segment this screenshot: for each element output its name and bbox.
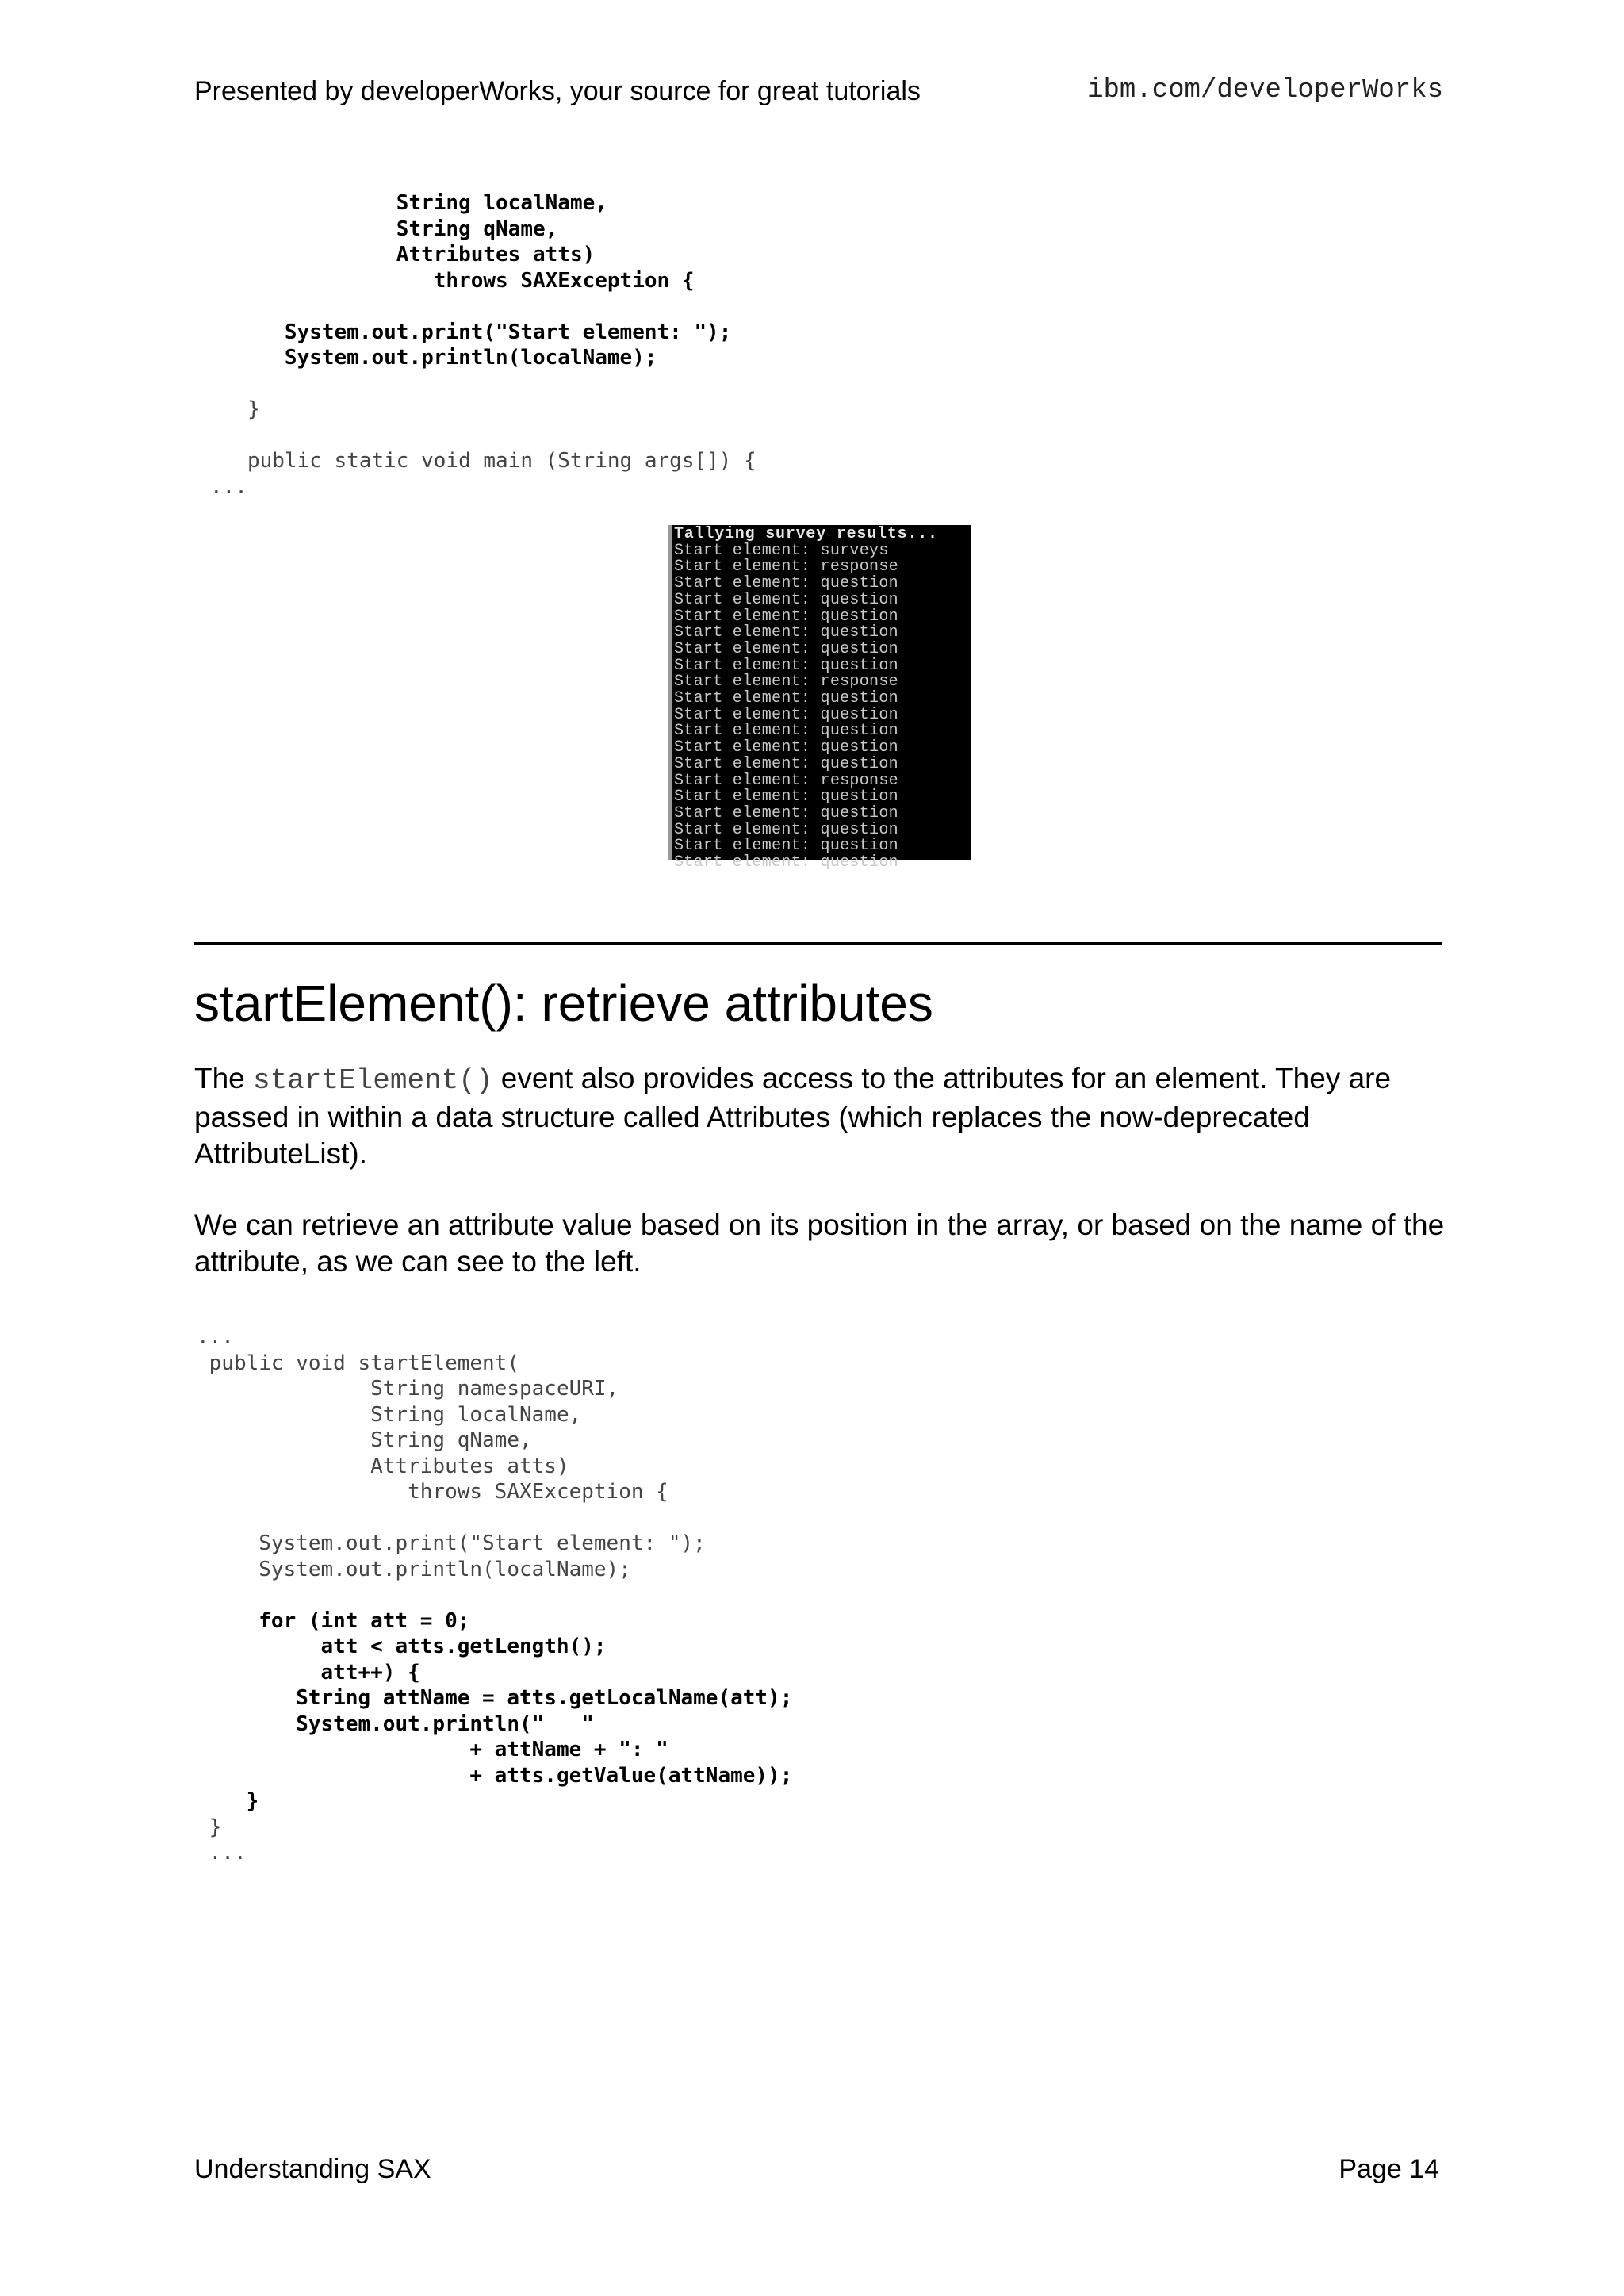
code-line: System.out.println(" " [197,1711,594,1736]
section-heading: startElement(): retrieve attributes [194,975,933,1032]
code-line: for (int att = 0; [197,1608,470,1633]
console-line: Start element: question [674,754,898,773]
console-line: Start element: surveys [674,541,889,560]
code-line: public static void main (String args[]) { [210,449,756,473]
console-line: Start element: question [674,607,898,626]
code-line: throws SAXException { [197,1480,668,1504]
code-line: String localName, [210,191,607,215]
code-line: ... [197,1841,247,1865]
footer-title: Understanding SAX [194,2154,431,2184]
console-line: Start element: question [674,574,898,593]
code-block-bottom [197,1324,792,1866]
code-line: String namespaceURI, [197,1377,619,1401]
para1-text-before: The [194,1062,254,1094]
console-line: Start element: question [674,623,898,642]
code-line: ... [210,474,247,499]
code-line: } [197,1815,222,1839]
console-line: Start element: response [674,558,898,577]
paragraph-retrieve-value: We can retrieve an attribute value based on its position in the array, or based on the name of the attribute, as we can see to the left. [194,1209,1445,1278]
code-line: System.out.print("Start element: "); [210,320,732,344]
console-line: Start element: question [674,590,898,609]
console-line: Start element: response [674,771,898,790]
console-line: Start element: question [674,803,898,822]
console-lines [674,543,971,872]
code-line: } [210,397,260,421]
inline-code-startelement: startElement() [253,1064,493,1097]
code-line: System.out.println(localName); [210,346,657,370]
code-line: throws SAXException { [210,268,695,293]
code-line: String qName, [210,217,558,241]
console-line: Start element: question [674,639,898,658]
code-line: Attributes atts) [210,243,596,266]
code-line: + attName + ": " [197,1738,668,1761]
console-output-screenshot [668,525,971,872]
code-line: Attributes atts) [197,1454,569,1478]
console-line: Start element: question [674,656,898,675]
console-line: Start element: question [674,788,898,807]
section-divider [194,942,1442,945]
header-title: Presented by developerWorks, your source for great tutorials [194,76,921,106]
code-line: String localName, [197,1402,582,1427]
console-line: Start element: question [674,705,898,724]
code-line: } [197,1789,259,1813]
console-line: Start element: question [674,820,898,839]
code-line: att < atts.getLength(); [197,1635,607,1658]
header-site-link[interactable]: ibm.com/developerWorks [1087,75,1443,105]
code-block-top [210,190,756,500]
console-line: Start element: question [674,722,898,741]
code-line: System.out.println(localName); [197,1557,631,1581]
paragraph-attributes-intro [194,1060,1455,1172]
code-line: ... [197,1325,234,1349]
console-line: Start element: question [674,837,898,856]
code-line: String attName = atts.getLocalName(att); [197,1686,793,1710]
code-line: att++) { [197,1660,420,1685]
code-line: public void startElement( [197,1351,519,1375]
footer-page-number: Page 14 [1339,2154,1439,2184]
para1-text-after: event also provides access to the attributes for an element. They are passed in within a data structure called Attributes (which replaces the now-deprecated AttributeList). [194,1062,1392,1170]
console-line: Start element: response [674,673,898,692]
console-line: Start element: question [674,853,898,872]
console-line: Start element: question [674,689,898,708]
console-line: Start element: question [674,738,898,757]
code-line: + atts.getValue(attName)); [197,1763,793,1788]
code-line: String qName, [197,1428,532,1452]
console-title: Tallying survey results... [674,525,938,543]
code-line: System.out.print("Start element: "); [197,1531,706,1555]
